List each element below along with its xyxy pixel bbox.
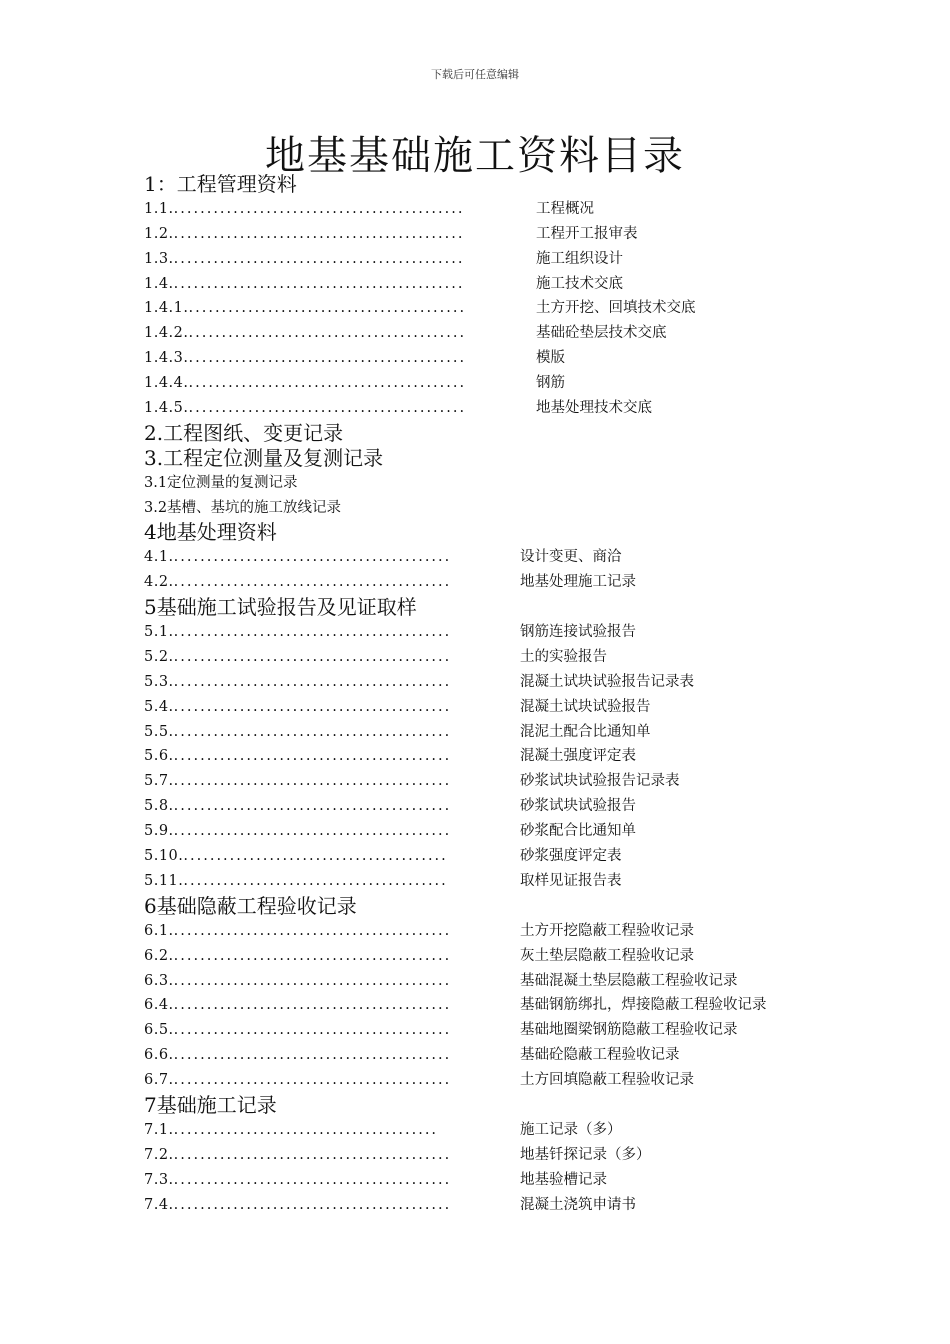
toc-entry-number: 6.3. bbox=[144, 972, 174, 989]
toc-entry bbox=[144, 1043, 844, 1068]
dot-leader: .......................................... bbox=[173, 1146, 452, 1163]
toc-entry bbox=[144, 794, 844, 819]
toc-entry-label: 基础地圈梁钢筋隐蔽工程验收记录 bbox=[520, 1022, 738, 1039]
dot-leader: ............................................ bbox=[173, 200, 465, 217]
toc-entry-number: 1.4.1. bbox=[144, 300, 189, 317]
toc-section-heading: 2.工程图纸、变更记录 bbox=[144, 420, 344, 445]
toc-entry bbox=[144, 993, 844, 1018]
toc-entry-number: 6.2. bbox=[144, 947, 174, 964]
toc-entry-number: 6.4. bbox=[144, 997, 174, 1014]
toc-entry bbox=[144, 1143, 844, 1168]
toc-entry-number: 1.2. bbox=[144, 225, 174, 242]
toc-entry bbox=[144, 744, 844, 769]
toc-entry bbox=[144, 969, 844, 994]
toc-section-heading: 1：工程管理资料 bbox=[144, 172, 297, 196]
toc-entry-label: 工程概况 bbox=[536, 200, 594, 217]
toc-entry-number: 5.3. bbox=[144, 673, 174, 690]
toc-entry-label: 土方开挖、回填技术交底 bbox=[536, 300, 696, 317]
toc-entry bbox=[144, 371, 844, 396]
toc-entry-number: 1.4.3. bbox=[144, 350, 189, 367]
toc-entry-label: 地基钎探记录（多） bbox=[520, 1146, 651, 1163]
dot-leader: .......................................... bbox=[173, 698, 452, 715]
toc-entry-label: 模版 bbox=[536, 350, 565, 367]
toc-entry-label: 钢筋 bbox=[536, 375, 565, 392]
toc-section-heading: 6基础隐蔽工程验收记录 bbox=[144, 893, 357, 918]
dot-leader: .......................................... bbox=[173, 997, 452, 1014]
toc-entry-label: 砂浆强度评定表 bbox=[520, 848, 622, 865]
toc-entry-number: 5.11. bbox=[144, 872, 184, 889]
toc-entry-number: 1.4.4. bbox=[144, 375, 189, 392]
toc-entry-label: 取样见证报告表 bbox=[520, 872, 622, 889]
toc-entry bbox=[144, 545, 844, 570]
toc-entry-number: 1.3. bbox=[144, 250, 174, 267]
dot-leader: .......................................... bbox=[173, 947, 452, 964]
toc-entry-number: 5.6. bbox=[144, 748, 174, 765]
dot-leader: .......................................... bbox=[188, 375, 467, 392]
toc-entry-label: 砂浆试块试验报告记录表 bbox=[520, 773, 680, 790]
toc-entry-label: 基础砼垫层技术交底 bbox=[536, 325, 667, 342]
document-title: 地基基础施工资料目录 bbox=[265, 133, 685, 179]
toc-subitem: 3.2基槽、基坑的施工放线记录 bbox=[144, 499, 342, 516]
dot-leader: .......................................... bbox=[173, 574, 452, 591]
toc-entry-label: 地基处理施工记录 bbox=[520, 574, 636, 591]
dot-leader: ............................................ bbox=[173, 250, 465, 267]
toc-entry bbox=[144, 197, 844, 222]
toc-entry bbox=[144, 321, 844, 346]
dot-leader: .......................................... bbox=[188, 325, 467, 342]
dot-leader: .......................................... bbox=[173, 624, 452, 641]
toc-entry bbox=[144, 1168, 844, 1193]
toc-entry-number: 4.2. bbox=[144, 574, 174, 591]
toc-entry bbox=[144, 247, 844, 272]
toc-entry-label: 施工组织设计 bbox=[536, 250, 623, 267]
toc-entry bbox=[144, 819, 844, 844]
header-note: 下载后可任意编辑 bbox=[431, 68, 519, 81]
toc-entry-number: 7.3. bbox=[144, 1171, 174, 1188]
toc-entry-number: 5.8. bbox=[144, 798, 174, 815]
toc-entry-label: 混凝土浇筑申请书 bbox=[520, 1196, 636, 1213]
toc-entry-number: 6.7. bbox=[144, 1072, 174, 1089]
toc-section-heading: 5基础施工试验报告及见证取样 bbox=[144, 595, 417, 620]
dot-leader: .......................................... bbox=[173, 723, 452, 740]
toc-entry bbox=[144, 346, 844, 371]
toc-entry bbox=[144, 570, 844, 595]
dot-leader: .......................................... bbox=[188, 400, 467, 417]
dot-leader: .......................................... bbox=[173, 798, 452, 815]
toc-entry-label: 地基处理技术交底 bbox=[536, 400, 652, 417]
toc-entry-number: 6.1. bbox=[144, 922, 174, 939]
toc-entry-number: 5.4. bbox=[144, 698, 174, 715]
toc-entry bbox=[144, 720, 844, 745]
dot-leader: .......................................... bbox=[173, 773, 452, 790]
toc-entry bbox=[144, 620, 844, 645]
dot-leader: ........................................ bbox=[183, 872, 448, 889]
toc-entry bbox=[144, 645, 844, 670]
toc-section-heading: 7基础施工记录 bbox=[144, 1092, 277, 1117]
toc-entry-number: 6.6. bbox=[144, 1047, 174, 1064]
toc-subitem: 3.1定位测量的复测记录 bbox=[144, 474, 298, 491]
toc-entry bbox=[144, 222, 844, 247]
dot-leader: ............................................ bbox=[173, 225, 465, 242]
dot-leader: ............................................ bbox=[173, 275, 465, 292]
toc-entry-number: 1.4. bbox=[144, 275, 174, 292]
toc-entry-label: 基础砼隐蔽工程验收记录 bbox=[520, 1047, 680, 1064]
dot-leader: .......................................... bbox=[173, 1072, 452, 1089]
toc-entry-label: 钢筋连接试验报告 bbox=[520, 624, 636, 641]
dot-leader: .......................................... bbox=[173, 1047, 452, 1064]
toc-entry-number: 4.1. bbox=[144, 549, 174, 566]
toc-entry-label: 地基验槽记录 bbox=[520, 1171, 607, 1188]
toc-entry-label: 混凝土强度评定表 bbox=[520, 748, 636, 765]
toc-entry bbox=[144, 844, 844, 869]
toc-entry-label: 砂浆试块试验报告 bbox=[520, 798, 636, 815]
toc-entry bbox=[144, 695, 844, 720]
toc-entry-number: 5.9. bbox=[144, 823, 174, 840]
dot-leader: .......................................... bbox=[188, 300, 467, 317]
toc-entry-number: 7.2. bbox=[144, 1146, 174, 1163]
toc-entry-number: 5.5. bbox=[144, 723, 174, 740]
toc-entry bbox=[144, 272, 844, 297]
dot-leader: .......................................... bbox=[173, 1196, 452, 1213]
toc-entry-label: 混凝土试块试验报告记录表 bbox=[520, 673, 694, 690]
toc-entry-label: 混凝土试块试验报告 bbox=[520, 698, 651, 715]
toc-entry-label: 施工技术交底 bbox=[536, 275, 623, 292]
dot-leader: .......................................... bbox=[173, 748, 452, 765]
toc-entry-label: 基础混凝土垫层隐蔽工程验收记录 bbox=[520, 972, 738, 989]
toc-entry-label: 施工记录（多） bbox=[520, 1121, 622, 1138]
toc-section-heading: 4地基处理资料 bbox=[144, 520, 277, 545]
toc-entry-label: 土方回填隐蔽工程验收记录 bbox=[520, 1072, 694, 1089]
toc-section-heading: 3.工程定位测量及复测记录 bbox=[144, 445, 384, 470]
toc-entry bbox=[144, 769, 844, 794]
dot-leader: .......................................... bbox=[173, 823, 452, 840]
toc-entry bbox=[144, 1118, 844, 1143]
toc-entry bbox=[144, 670, 844, 695]
dot-leader: .......................................... bbox=[173, 673, 452, 690]
toc-entry bbox=[144, 1193, 844, 1218]
toc-entry bbox=[144, 1068, 844, 1093]
dot-leader: .......................................... bbox=[173, 1022, 452, 1039]
toc-entry-number: 1.4.5. bbox=[144, 400, 189, 417]
toc-entry-label: 土方开挖隐蔽工程验收记录 bbox=[520, 922, 694, 939]
dot-leader: ........................................ bbox=[173, 1121, 439, 1138]
toc-entry bbox=[144, 296, 844, 321]
dot-leader: .......................................... bbox=[173, 549, 452, 566]
dot-leader: .......................................... bbox=[173, 648, 452, 665]
dot-leader: .......................................... bbox=[173, 1171, 452, 1188]
toc-entry-label: 工程开工报审表 bbox=[536, 225, 638, 242]
toc-entry-label: 灰土垫层隐蔽工程验收记录 bbox=[520, 947, 694, 964]
toc-entry-label: 砂浆配合比通知单 bbox=[520, 823, 636, 840]
toc-entry-number: 7.1. bbox=[144, 1121, 174, 1138]
toc-entry-label: 基础钢筋绑扎，焊接隐蔽工程验收记录 bbox=[520, 997, 767, 1014]
toc-entry-number: 5.1. bbox=[144, 624, 174, 641]
dot-leader: .......................................... bbox=[188, 350, 467, 367]
toc-entry-label: 土的实验报告 bbox=[520, 648, 607, 665]
toc-entry-label: 混泥土配合比通知单 bbox=[520, 723, 651, 740]
toc-entry-number: 5.10. bbox=[144, 848, 184, 865]
toc-entry bbox=[144, 869, 844, 894]
toc-entry-number: 7.4. bbox=[144, 1196, 174, 1213]
toc-entry-number: 1.1. bbox=[144, 200, 174, 217]
toc-entry-number: 1.4.2. bbox=[144, 325, 189, 342]
toc-entry bbox=[144, 919, 844, 944]
toc-entry-number: 5.2. bbox=[144, 648, 174, 665]
toc-entry-label: 设计变更、商洽 bbox=[520, 549, 622, 566]
toc-entry-number: 6.5. bbox=[144, 1022, 174, 1039]
dot-leader: .......................................... bbox=[173, 972, 452, 989]
dot-leader: ........................................ bbox=[183, 848, 448, 865]
dot-leader: .......................................... bbox=[173, 922, 452, 939]
toc-entry bbox=[144, 396, 844, 421]
toc-entry bbox=[144, 1018, 844, 1043]
toc-entry-number: 5.7. bbox=[144, 773, 174, 790]
toc-entry bbox=[144, 944, 844, 969]
table-of-contents bbox=[144, 172, 844, 1217]
